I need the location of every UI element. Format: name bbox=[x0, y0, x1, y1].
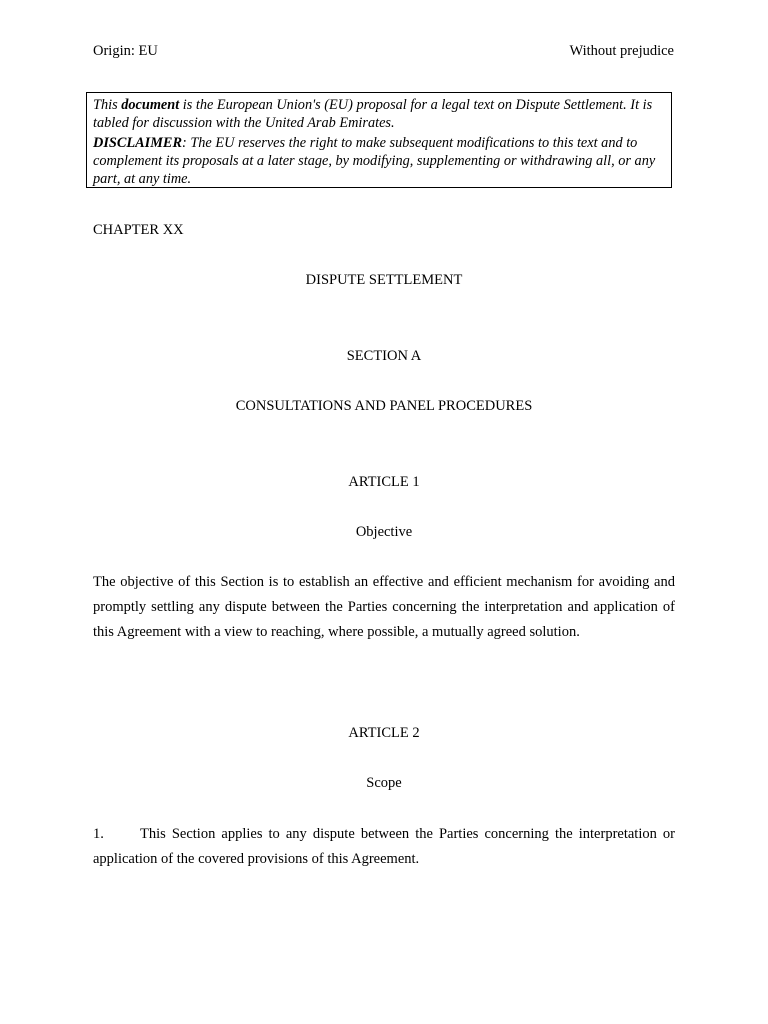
article-1-title: Objective bbox=[355, 524, 413, 540]
disclaimer-statement bbox=[93, 134, 665, 188]
chapter-title: DISPUTE SETTLEMENT bbox=[305, 272, 463, 288]
section-title: CONSULTATIONS AND PANEL PROCEDURES bbox=[235, 398, 533, 414]
article-2-title: Scope bbox=[366, 775, 402, 791]
disclaimer-text: : The EU reserves the right to make subsequent modifications to this text and to complement its proposals at a later stage, by modifying, supplementing or withdrawing all, or any part, at any time. bbox=[93, 135, 656, 187]
origin-label: Origin: EU bbox=[93, 43, 158, 59]
article-1-heading: ARTICLE 1 bbox=[348, 474, 420, 490]
article-2-paragraph-1 bbox=[93, 822, 675, 872]
article-2-heading: ARTICLE 2 bbox=[348, 725, 420, 741]
disclaimer-label: DISCLAIMER bbox=[93, 135, 182, 151]
section-number: SECTION A bbox=[346, 348, 422, 364]
article-1-text: The objective of this Section is to establish an effective and efficient mechanism for avoiding and promptly settling any dispute between the Parties concerning the interpretation and application of this Agreement with a view to reaching, where possible, a mutually agreed solution. bbox=[93, 574, 675, 641]
prejudice-label: Without prejudice bbox=[569, 43, 674, 59]
paragraph-number: 1. bbox=[93, 826, 104, 842]
disclaimer-intro bbox=[93, 96, 665, 132]
disclaimer-intro-post: is the European Union's (EU) proposal for a legal text on Dispute Settlement. It is tabled for discussion with the United Arab Emirates. bbox=[93, 97, 653, 131]
disclaimer-intro-bold: document bbox=[121, 97, 180, 113]
disclaimer-intro-pre: This bbox=[93, 97, 122, 113]
disclaimer-box bbox=[86, 92, 672, 188]
article-2-text: This Section applies to any dispute between the Parties concerning the interpretation or application of the covered provisions of this Agreement. bbox=[93, 826, 675, 868]
chapter-number: CHAPTER XX bbox=[93, 222, 184, 238]
